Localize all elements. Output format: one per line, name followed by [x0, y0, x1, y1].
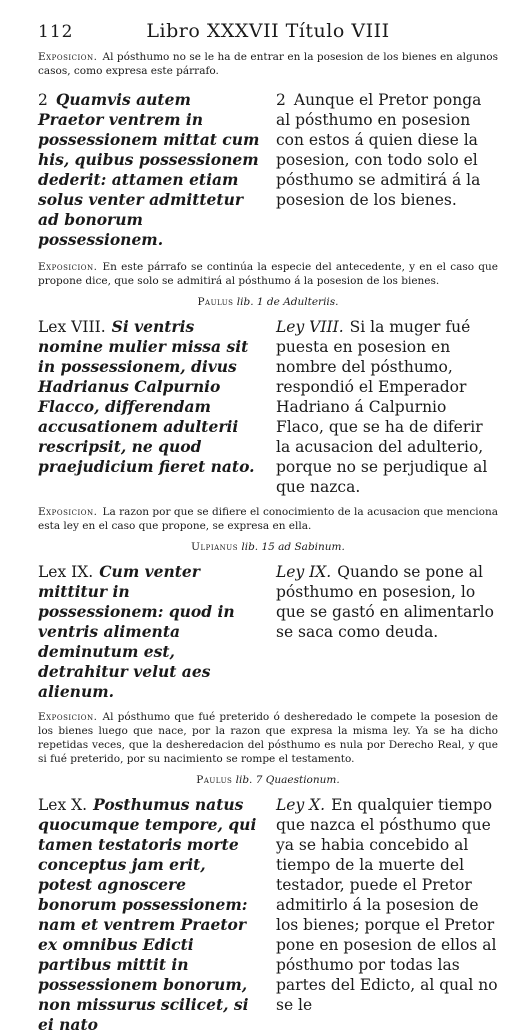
source-work: lib. 1 de Adulteriis. [236, 296, 339, 308]
ley-label: Ley X. [276, 796, 326, 814]
exposicion-4 [38, 710, 498, 766]
spanish-text: Aunque el Pretor ponga al pósthumo en posesion con estos á quien diese la posesion, con todo solo el pósthumo se admitirá á la posesion de los bienes. [276, 91, 482, 209]
spanish-column [276, 317, 498, 497]
lex-8 [38, 317, 498, 497]
spanish-column [276, 795, 498, 1035]
exposicion-label: Exposicion. [38, 261, 98, 273]
source-citation [38, 296, 498, 309]
latin-text: Cum venter mittitur in possessionem: quod in ventris alimenta deminutum est, detrahitur velut aes alienum. [38, 562, 235, 701]
latin-column [38, 562, 260, 702]
page [38, 18, 498, 1035]
exposicion-1 [38, 50, 498, 78]
exposicion-text: En este párrafo se continúa la especie del antecedente, y en el caso que propone dice, que solo se admitirá al pósthumo á la posesion de los bienes. [38, 261, 498, 287]
spanish-text: Si la muger fué puesta en posesion en nombre del pósthumo, respondió el Emperador Hadriano á Calpurnio Flaco, que se ha de diferir la acusacion del adulterio, porque no se perjudique al que nazca. [276, 318, 488, 496]
exposicion-2 [38, 260, 498, 288]
exposicion-label: Exposicion. [38, 711, 98, 723]
exposicion-label: Exposicion. [38, 51, 98, 63]
paragraph-number: 2 [38, 91, 48, 109]
latin-text: Posthumus natus quocumque tempore, qui tamen testatoris morte conceptus jam erit, potest agnoscere bonorum possessionem: nam et ventrem Praetor ex omnibus Edicti partibus mittit in possessionem bonorum, non missurus scilicet, si ei nato [38, 795, 257, 1034]
source-author: Paulus [197, 296, 234, 308]
running-title: Libro XXXVII Título VIII [146, 20, 390, 42]
source-citation [38, 774, 498, 787]
exposicion-label: Exposicion. [38, 506, 98, 518]
spanish-text: En qualquier tiempo que nazca el pósthumo que ya se habia concebido al tiempo de la muerte del testador, puede el Pretor admitirlo á la posesion de los bienes; porque el Pretor pone en posesion de ellos al pósthumo por todas las partes del Edicto, al qual no se le [276, 796, 498, 1014]
spanish-column [276, 90, 498, 250]
latin-text: Quamvis autem Praetor ventrem in possessionem mittat cum his, quibus possessionem dederit: attamen etiam solus venter admittetur ad bonorum possessionem. [38, 90, 260, 249]
page-number: 112 [38, 22, 74, 42]
source-work: lib. 15 ad Sabinum. [241, 541, 345, 553]
source-author: Ulpianus [191, 541, 239, 553]
exposicion-text: La razon por que se difiere el conocimiento de la acusacion que menciona esta ley en el caso que propone, se expresa en ella. [38, 506, 498, 532]
paragraph-number: 2 [276, 91, 286, 109]
latin-column [38, 90, 260, 250]
latin-text: Si ventris nomine mulier missa sit in possessionem, divus Hadrianus Calpurnio Flacco, differendam accusationem adulterii rescripsit, ne quod praejudicium fieret nato. [38, 317, 255, 476]
spanish-column [276, 562, 498, 702]
source-work: lib. 7 Quaestionum. [235, 774, 340, 786]
lex-10 [38, 795, 498, 1035]
page-header [38, 18, 498, 48]
lex-label: Lex X. [38, 796, 88, 814]
ley-label: Ley VIII. [276, 318, 344, 336]
latin-column [38, 317, 260, 497]
exposicion-3 [38, 505, 498, 533]
exposicion-text: Al pósthumo que fué preterido ó desheredado le compete la posesion de los bienes luego que nace, por la razon que expresa la misma ley. Ya se ha dicho repetidas veces, que la desheredacion del pósthumo es nula por Derecho Real, y que si fué preterido, por su nacimiento se rompe el testamento. [38, 711, 498, 765]
source-author: Paulus [196, 774, 233, 786]
ley-label: Ley IX. [276, 563, 332, 581]
exposicion-text: Al pósthumo no se le ha de entrar en la posesion de los bienes en algunos casos, como expresa este párrafo. [38, 51, 498, 77]
spanish-text: Quando se pone al pósthumo en posesion, lo que se gastó en alimentarlo se saca como deuda. [276, 563, 494, 641]
lex-label: Lex IX. [38, 563, 94, 581]
lex-label: Lex VIII. [38, 318, 106, 336]
source-citation [38, 541, 498, 554]
latin-column [38, 795, 260, 1035]
lex-9 [38, 562, 498, 702]
section-2 [38, 90, 498, 250]
